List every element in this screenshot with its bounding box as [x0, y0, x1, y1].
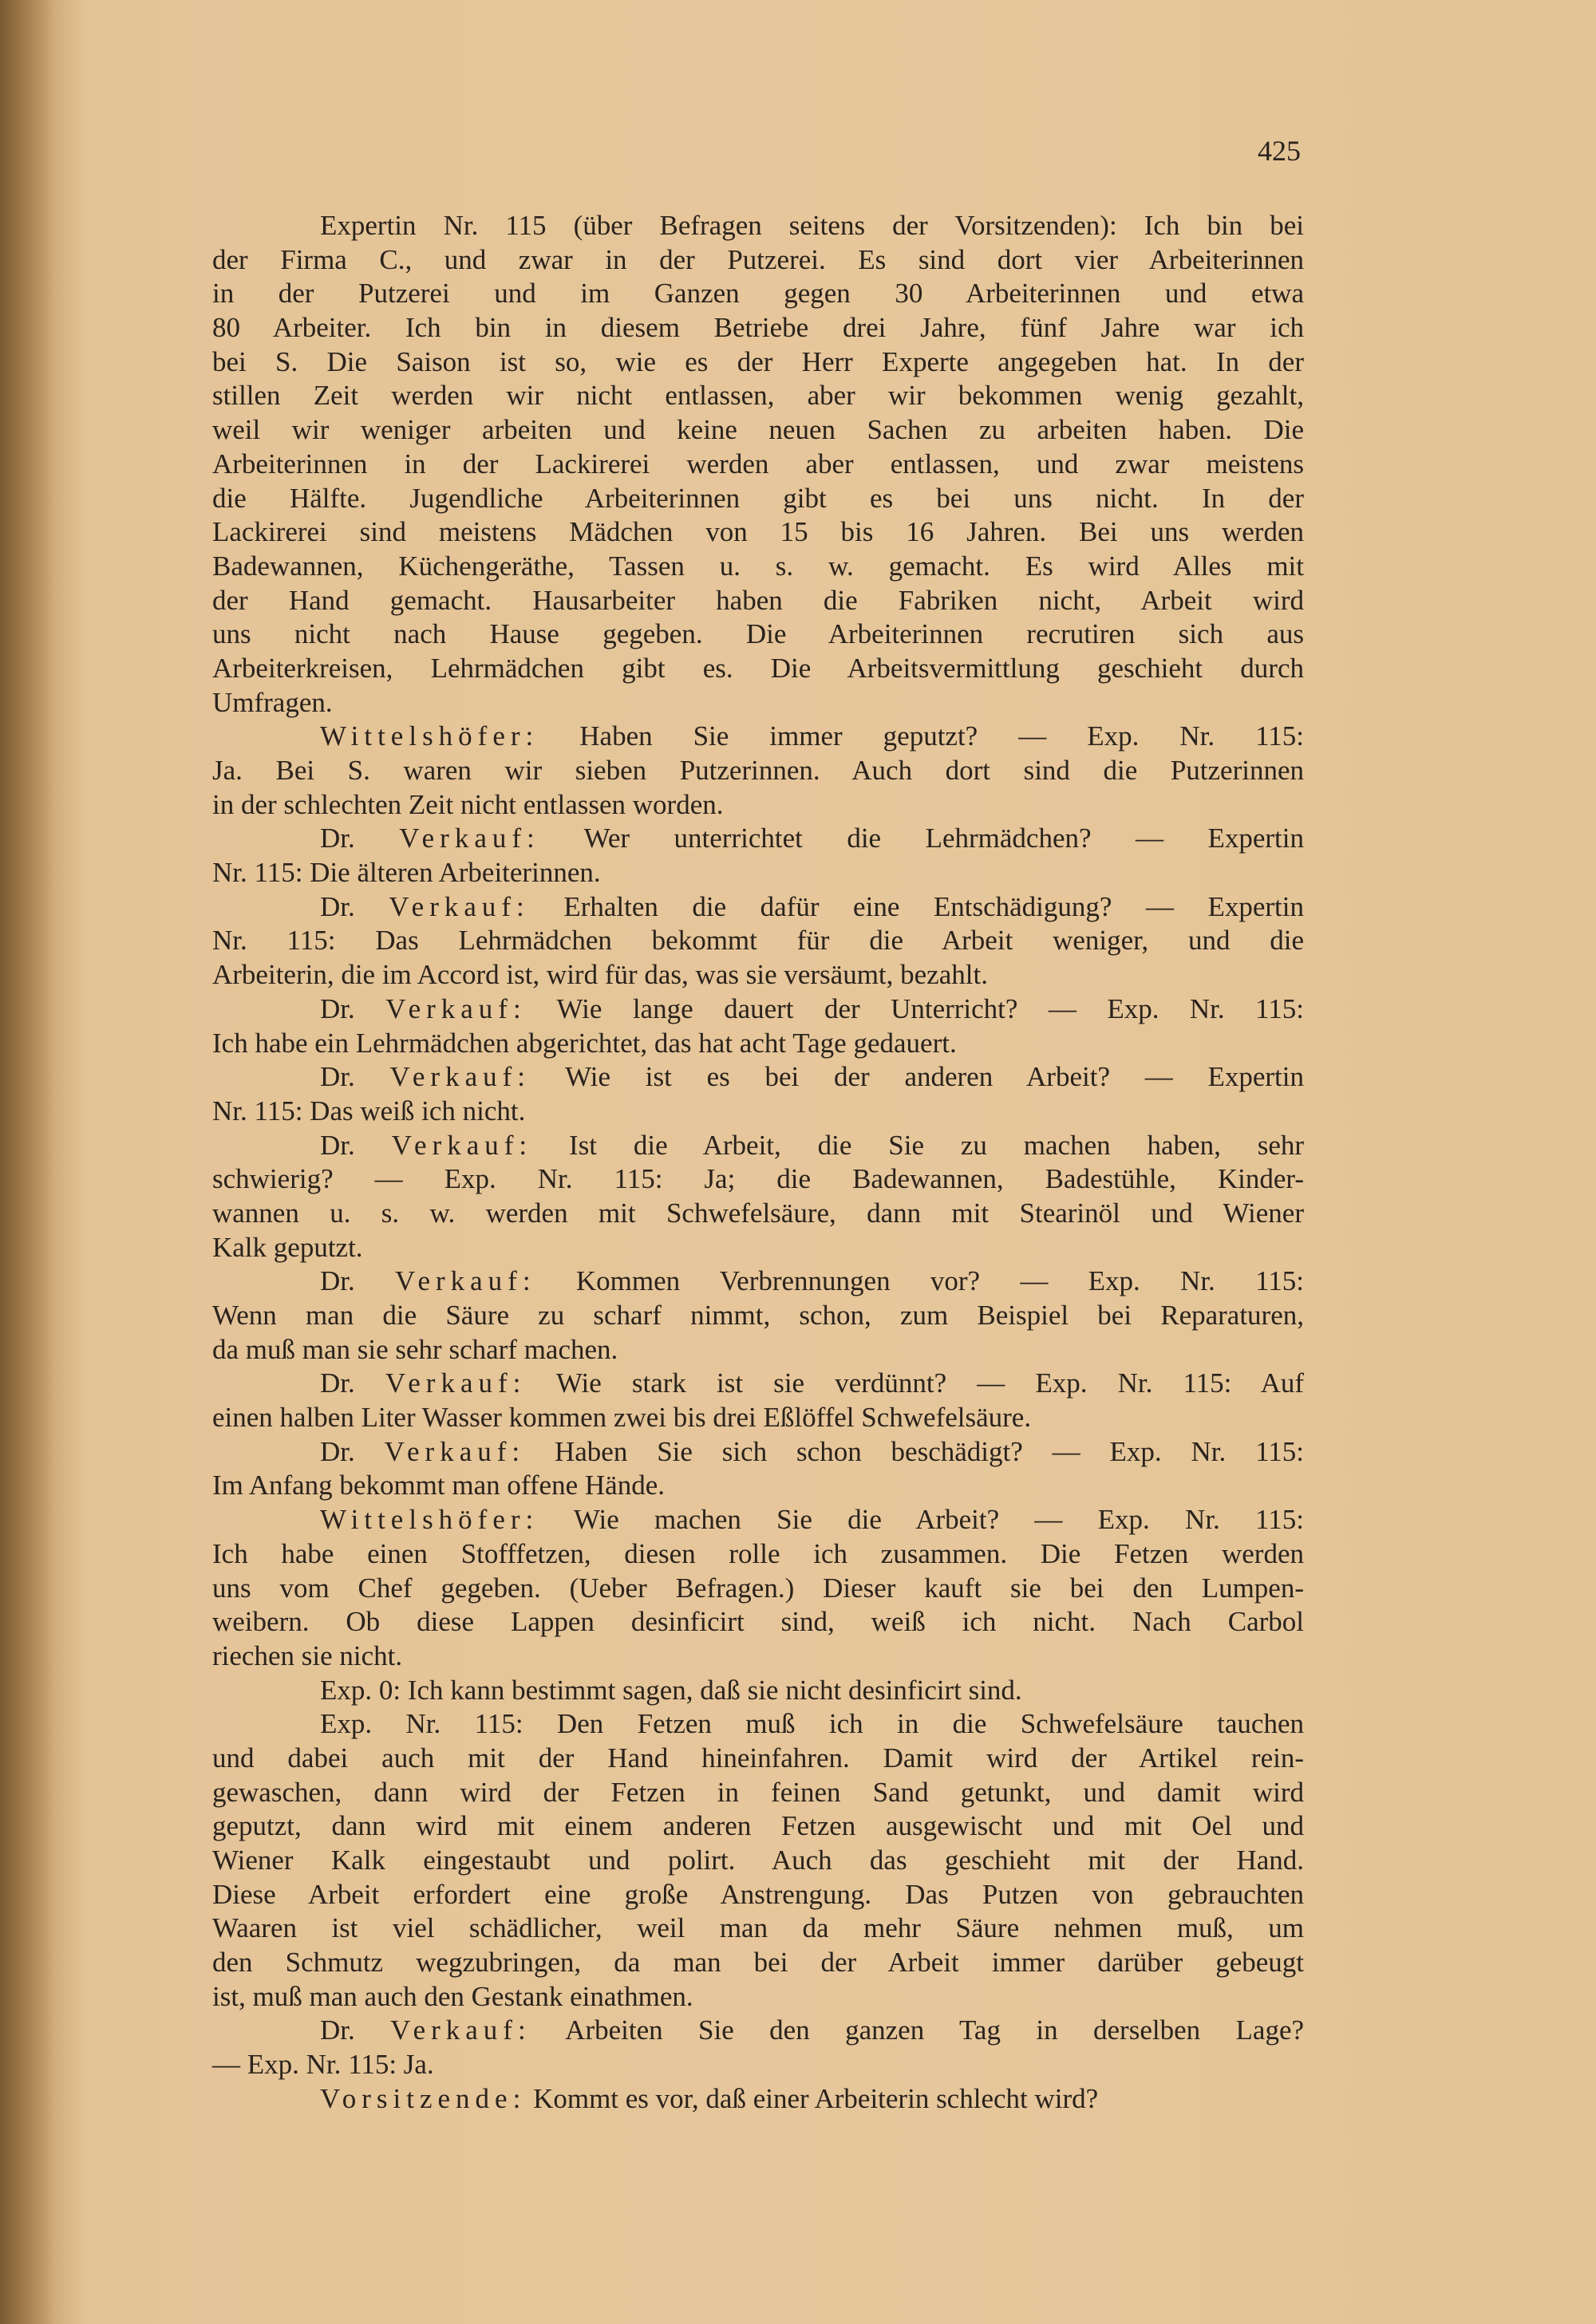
- line-text: uns vom Chef gegeben. (Ueber Befragen.) Dieser kauft sie bei den Lumpen-: [212, 1572, 1304, 1604]
- line-text: in der schlechten Zeit nicht entlassen worden.: [212, 788, 724, 820]
- speaker-title: Dr.: [320, 992, 386, 1024]
- speaker-name: Verkauf:: [385, 1367, 527, 1399]
- speaker-name: Verkauf:: [389, 1061, 531, 1093]
- text-line: [212, 482, 1304, 516]
- text-line: [212, 1333, 1304, 1367]
- text-line: [212, 1572, 1304, 1606]
- line-text: weibern. Ob diese Lappen desinficirt sind, weiß ich nicht. Nach Carbol: [212, 1606, 1304, 1638]
- text-line: [212, 1537, 1304, 1572]
- line-text: Erhalten die dafür eine Entschädigung? — Expertin: [529, 890, 1304, 922]
- line-text: Haben Sie sich schon beschädigt? — Exp. Nr. 115:: [525, 1435, 1305, 1467]
- text-line: [212, 550, 1304, 584]
- speaker-title: Dr.: [320, 1265, 396, 1297]
- speaker-title: Dr.: [320, 1435, 385, 1467]
- line-text: Kommt es vor, daß einer Arbeiterin schlecht wird?: [526, 2082, 1099, 2114]
- line-text: Haben Sie immer geputzt? — Exp. Nr. 115:: [539, 720, 1304, 752]
- speaker-name: Verkauf:: [391, 1129, 533, 1161]
- line-text: Umfragen.: [212, 686, 333, 718]
- text-line: [212, 1674, 1304, 1708]
- text-line: [212, 856, 1304, 890]
- line-text: Ich habe einen Stofffetzen, diesen rolle ich zusammen. Die Fetzen werden: [212, 1537, 1304, 1569]
- text-line: [212, 448, 1304, 482]
- text-line: [212, 1742, 1304, 1776]
- line-text: geputzt, dann wird mit einem anderen Fetzen ausgewischt und mit Oel und: [212, 1810, 1304, 1842]
- line-text: Wenn man die Säure zu scharf nimmt, schon, zum Beispiel bei Reparaturen,: [212, 1300, 1304, 1331]
- text-line: [212, 515, 1304, 550]
- line-text: und dabei auch mit der Hand hineinfahren. Damit wird der Artikel rein-: [212, 1742, 1304, 1774]
- page-number: 425: [1258, 135, 1301, 167]
- line-text: Kommen Verbrennungen vor? — Exp. Nr. 115:: [535, 1265, 1305, 1297]
- line-text: Ja. Bei S. waren wir sieben Putzerinnen. Auch dort sind die Putzerinnen: [212, 755, 1304, 786]
- speaker-line: [212, 2014, 1304, 2048]
- line-text: Wiener Kalk eingestaubt und polirt. Auch das geschieht mit der Hand.: [212, 1845, 1304, 1876]
- line-text: Nr. 115: Die älteren Arbeiterinnen.: [212, 857, 601, 889]
- line-text: Arbeiterinnen in der Lackirerei werden aber entlassen, und zwar meistens: [212, 448, 1304, 479]
- text-line: [212, 1162, 1304, 1197]
- line-text: uns nicht nach Hause gegeben. Die Arbeiterinnen recrutiren sich aus: [212, 618, 1304, 650]
- text-line: [212, 1231, 1304, 1265]
- text-line: [212, 413, 1304, 448]
- text-line: [212, 1469, 1304, 1503]
- line-text: da muß man sie sehr scharf machen.: [212, 1333, 618, 1365]
- text-line: [212, 1027, 1304, 1061]
- line-text: einen halben Liter Wasser kommen zwei bis drei Eßlöffel Schwefelsäure.: [212, 1402, 1032, 1434]
- line-text: Badewannen, Küchengeräthe, Tassen u. s. w. gemacht. Es wird Alles mit: [212, 550, 1304, 582]
- line-text: stillen Zeit werden wir nicht entlassen, aber wir bekommen wenig gezahlt,: [212, 380, 1304, 412]
- line-text: ist, muß man auch den Gestank einathmen.: [212, 1980, 693, 2012]
- speaker-name: Verkauf:: [385, 992, 527, 1024]
- line-text: bei S. Die Saison ist so, wie es der Herr Experte angegeben hat. In der: [212, 345, 1304, 377]
- line-text: der Firma C., und zwar in der Putzerei. Es sind dort vier Arbeiterinnen: [212, 243, 1304, 275]
- line-text: den Schmutz wegzubringen, da man bei der Arbeit immer darüber gebeugt: [212, 1947, 1304, 1979]
- line-text: Arbeiterkreisen, Lehrmädchen gibt es. Die Arbeitsvermittlung geschieht durch: [212, 652, 1304, 684]
- text-line: [212, 1639, 1304, 1674]
- line-text: Wie machen Sie die Arbeit? — Exp. Nr. 115:: [539, 1504, 1304, 1536]
- line-text: Wie lange dauert der Unterricht? — Exp. Nr. 115:: [526, 992, 1304, 1024]
- text-line: [212, 1197, 1304, 1231]
- text-line: [212, 1809, 1304, 1844]
- line-text: Diese Arbeit erfordert eine große Anstrengung. Das Putzen von gebrauchten: [212, 1878, 1304, 1910]
- text-line: [212, 1912, 1304, 1946]
- line-text: Exp. 0: Ich kann bestimmt sagen, daß sie nicht desinficirt sind.: [320, 1674, 1022, 1706]
- speaker-name: Wittelshöfer:: [320, 1504, 539, 1536]
- line-text: Wie stark ist sie verdünnt? — Exp. Nr. 115: Auf: [526, 1367, 1305, 1399]
- line-text: Arbeiten Sie den ganzen Tag in derselben Lage?: [531, 2014, 1305, 2046]
- speaker-name: Vorsitzende:: [320, 2082, 527, 2114]
- line-text: schwierig? — Exp. Nr. 115: Ja; die Badewannen, Badestühle, Kinder-: [212, 1163, 1304, 1195]
- text-line: [212, 617, 1304, 652]
- line-text: Waaren ist viel schädlicher, weil man da mehr Säure nehmen muß, um: [212, 1912, 1304, 1944]
- speaker-line: [212, 1367, 1304, 1401]
- text-line: [212, 1095, 1304, 1129]
- speaker-line: [212, 2082, 1304, 2117]
- text-line: [212, 345, 1304, 380]
- text-line: [212, 754, 1304, 788]
- line-text: Nr. 115: Das Lehrmädchen bekommt für die Arbeit weniger, und die: [212, 925, 1304, 957]
- line-text: wannen u. s. w. werden mit Schwefelsäure, dann mit Stearinöl und Wiener: [212, 1197, 1304, 1229]
- text-line: [212, 1401, 1304, 1435]
- line-text: die Hälfte. Jugendliche Arbeiterinnen gibt es bei uns nicht. In der: [212, 482, 1304, 514]
- speaker-line: [212, 1265, 1304, 1299]
- text-line: [212, 379, 1304, 413]
- line-text: Wer unterrichtet die Lehrmädchen? — Expertin: [539, 823, 1305, 854]
- line-text: Nr. 115: Das weiß ich nicht.: [212, 1095, 526, 1126]
- text-line: [212, 788, 1304, 823]
- speaker-title: Dr.: [320, 1061, 390, 1093]
- line-text: in der Putzerei und im Ganzen gegen 30 Arbeiterinnen und etwa: [212, 278, 1304, 310]
- speaker-line: [212, 822, 1304, 856]
- line-text: riechen sie nicht.: [212, 1639, 403, 1671]
- line-text: Im Anfang bekommt man offene Hände.: [212, 1470, 665, 1501]
- text-line: [212, 652, 1304, 686]
- text-line: [212, 924, 1304, 958]
- speaker-line: [212, 992, 1304, 1027]
- line-text: Ist die Arbeit, die Sie zu machen haben, sehr: [532, 1129, 1305, 1161]
- text-line: [212, 1878, 1304, 1912]
- text-line: [212, 311, 1304, 345]
- line-text: der Hand gemacht. Hausarbeiter haben die Fabriken nicht, Arbeit wird: [212, 584, 1304, 616]
- text-line: [212, 1980, 1304, 2014]
- speaker-line: [212, 1435, 1304, 1470]
- line-text: Exp. Nr. 115: Den Fetzen muß ich in die Schwefelsäure tauchen: [320, 1708, 1304, 1740]
- text-line: [212, 1946, 1304, 1980]
- speaker-name: Verkauf:: [399, 823, 540, 854]
- line-text: 80 Arbeiter. Ich bin in diesem Betriebe drei Jahre, fünf Jahre war ich: [212, 312, 1304, 344]
- speaker-name: Verkauf:: [389, 890, 530, 922]
- speaker-title: Dr.: [320, 823, 400, 854]
- text-line: [212, 1844, 1304, 1878]
- text-line: [212, 1299, 1304, 1333]
- line-text: weil wir weniger arbeiten und keine neuen Sachen zu arbeiten haben. Die: [212, 414, 1304, 446]
- speaker-name: Verkauf:: [390, 2014, 531, 2046]
- text-line: [212, 1707, 1304, 1742]
- text-line: [212, 209, 1304, 243]
- text-line: [212, 2048, 1304, 2082]
- line-text: gewaschen, dann wird der Fetzen in feinen Sand getunkt, und damit wird: [212, 1776, 1304, 1808]
- speaker-name: Verkauf:: [395, 1265, 536, 1297]
- line-text: — Exp. Nr. 115: Ja.: [212, 2049, 434, 2081]
- line-text: Ich habe ein Lehrmädchen abgerichtet, das hat acht Tage gedauert.: [212, 1027, 957, 1059]
- text-line: [212, 1605, 1304, 1639]
- line-text: Lackirerei sind meistens Mädchen von 15 bis 16 Jahren. Bei uns werden: [212, 516, 1304, 548]
- speaker-name: Verkauf:: [384, 1435, 526, 1467]
- line-text: Expertin Nr. 115 (über Befragen seitens der Vorsitzenden): Ich bin bei: [320, 210, 1304, 241]
- speaker-title: Dr.: [320, 2014, 391, 2046]
- speaker-line: [212, 1503, 1304, 1537]
- speaker-name: Wittelshöfer:: [320, 720, 539, 752]
- speaker-title: Dr.: [320, 1367, 385, 1399]
- line-text: Kalk geputzt.: [212, 1231, 363, 1263]
- speaker-line: [212, 890, 1304, 925]
- body-text: [212, 209, 1304, 2117]
- speaker-line: [212, 720, 1304, 754]
- speaker-line: [212, 1060, 1304, 1095]
- speaker-title: Dr.: [320, 890, 389, 922]
- speaker-line: [212, 1129, 1304, 1163]
- text-line: [212, 1776, 1304, 1810]
- line-text: Arbeiterin, die im Accord ist, wird für das, was sie versäumt, bezahlt.: [212, 959, 988, 991]
- line-text: Wie ist es bei der anderen Arbeit? — Expertin: [531, 1061, 1304, 1093]
- text-line: [212, 243, 1304, 278]
- text-line: [212, 958, 1304, 992]
- speaker-title: Dr.: [320, 1129, 392, 1161]
- text-line: [212, 277, 1304, 311]
- text-line: [212, 584, 1304, 618]
- text-line: [212, 686, 1304, 720]
